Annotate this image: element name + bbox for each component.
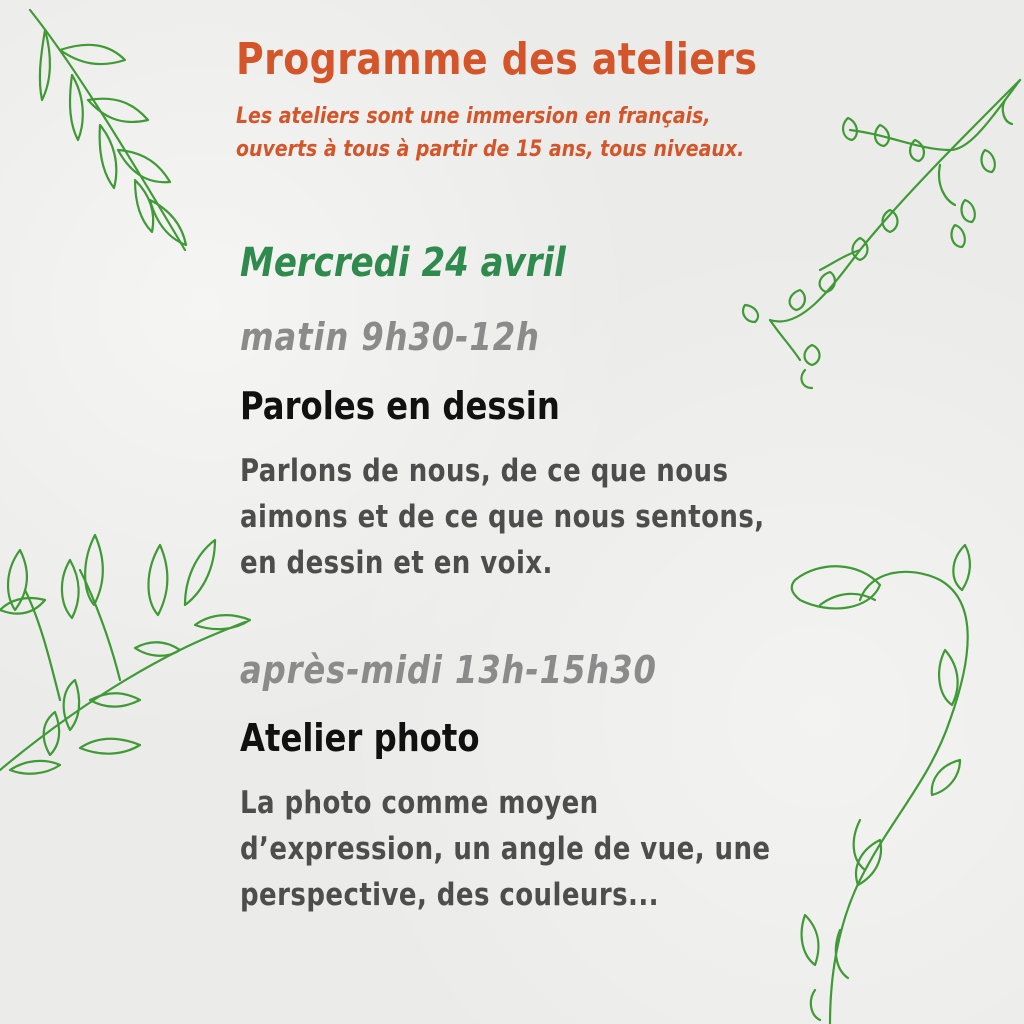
workshop-date: Mercredi 24 avril [240,240,566,286]
description-line: aimons et de ce que nous sentons, [240,499,765,535]
session-description-afternoon [240,780,771,918]
session-time-afternoon: après-midi 13h-15h30 [240,648,657,692]
session-description-morning [240,448,765,586]
description-line: perspective, des couleurs... [240,877,659,913]
description-line: Parlons de nous, de ce que nous [240,453,729,489]
intro-line: Les ateliers sont une immersion en français, [236,104,711,129]
description-line: d’expression, un angle de vue, une [240,831,771,867]
intro-line: ouverts à tous à partir de 15 ans, tous niveaux. [236,137,745,162]
page-title: Programme des ateliers [236,34,758,85]
description-line: La photo comme moyen [240,785,599,821]
session-title-afternoon: Atelier photo [240,716,480,760]
intro-text [236,100,744,166]
session-time-morning: matin 9h30-12h [240,315,540,359]
session-title-morning: Paroles en dessin [240,384,560,428]
description-line: en dessin et en voix. [240,545,553,581]
